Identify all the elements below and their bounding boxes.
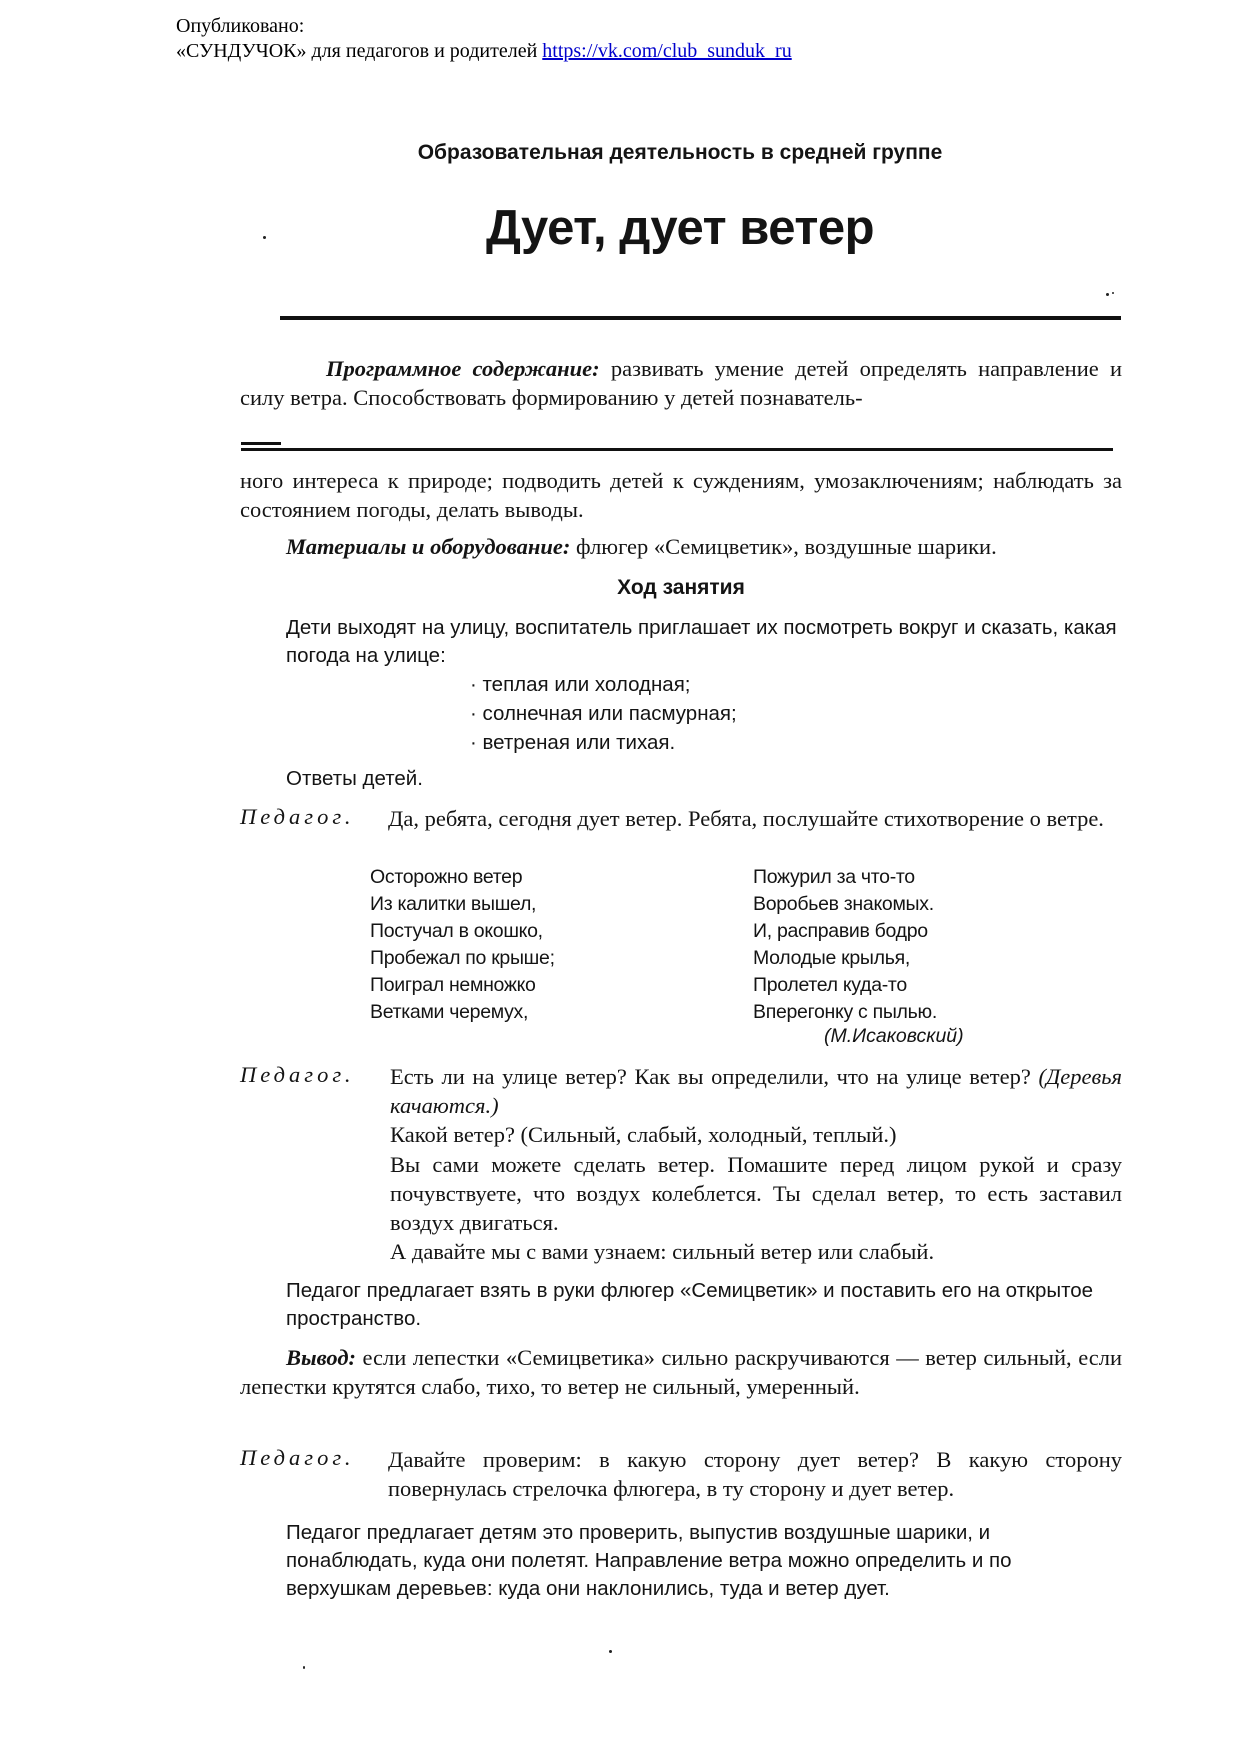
- program-paragraph-continued: ного интереса к природе; подводить детей к суждениям, умозаключениям; наблюдать за состоянием погоды, делать выводы.: [240, 468, 1122, 522]
- teacher-offer-paragraph: Педагог предлагает взять в руки флюгер «Семицветик» и поставить его на открытое пространство.: [286, 1279, 1094, 1330]
- teacher-line: Какой ветер? (Сильный, слабый, холодный, теплый.): [390, 1122, 897, 1147]
- poem-column-left: [370, 864, 555, 1026]
- poem-line: Пожурил за что-то: [753, 866, 915, 888]
- document-subtitle: Образовательная деятельность в средней группе: [417, 141, 943, 164]
- scan-speck: [1106, 293, 1109, 296]
- poem-line: Ветками черемух,: [370, 1001, 529, 1023]
- teacher-line: Вы сами можете сделать ветер. Помашите перед лицом рукой и сразу почувствуете, что воздух колеблется. Ты сделал ветер, то есть заставил воздух двигаться.: [390, 1152, 1122, 1235]
- teacher-line: [390, 1062, 1122, 1120]
- list-item: · солнечная или пасмурная;: [470, 702, 737, 725]
- teacher-remark: (Деревья качаются.): [390, 1064, 1122, 1118]
- publication-label: Опубликовано:: [176, 15, 305, 37]
- poem-line: Постучал в окошко,: [370, 920, 543, 942]
- conclusion-text: если лепестки «Семицветика» сильно раскручиваются — ветер сильный, если лепестки крутятся слабо, тихо, то ветер не сильный, умеренный.: [240, 1345, 1122, 1399]
- scan-speck: [263, 236, 266, 239]
- poem-line: Из калитки вышел,: [370, 893, 537, 915]
- speaker-label: Педагог.: [240, 1445, 355, 1470]
- poem-line: Поиграл немножко: [370, 974, 536, 996]
- poem-line: Вперегонку с пылью.: [753, 1001, 937, 1023]
- children-answers: Ответы детей.: [286, 767, 423, 790]
- course-heading: Ход занятия: [617, 576, 745, 599]
- teacher-line: Давайте проверим: в какую сторону дует ветер? В какую сторону повернулась стрелочка флюгера, в ту сторону и дует ветер.: [388, 1447, 1122, 1501]
- teacher-line: А давайте мы с вами узнаем: сильный ветер или слабый.: [390, 1239, 935, 1264]
- materials-label: Материалы и оборудование:: [286, 534, 571, 559]
- program-text: развивать умение детей определять направление и силу ветра. Способствовать формированию у детей познаватель-: [240, 356, 1122, 410]
- teacher-offer-paragraph: Педагог предлагает детям это проверить, выпустив воздушные шарики, и понаблюдать, куда они полетят. Направление ветра можно определить и по верхушкам деревьев: куда они наклонились, туда и ветер дует.: [286, 1521, 1012, 1600]
- materials-text: флюгер «Семицветик», воздушные шарики.: [570, 534, 997, 559]
- course-intro: Дети выходят на улицу, воспитатель приглашает их посмотреть вокруг и сказать, какая погода на улице:: [286, 616, 1117, 667]
- scan-speck: [1112, 292, 1114, 294]
- title-divider: [280, 316, 1121, 320]
- poem-column-right: [753, 864, 937, 1026]
- poem-author: (М.Исаковский): [824, 1025, 964, 1047]
- teacher-line: Да, ребята, сегодня дует ветер. Ребята, послушайте стихотворение о ветре.: [388, 806, 1104, 831]
- materials-paragraph: [240, 532, 1122, 561]
- poem-line: Воробьев знакомых.: [753, 893, 934, 915]
- poem-line: Молодые крылья,: [753, 947, 910, 969]
- scan-speck: [303, 1666, 305, 1669]
- teacher-question: Есть ли на улице ветер? Как вы определили, что на улице ветер?: [390, 1064, 1039, 1089]
- poem-line: Пролетел куда-то: [753, 974, 907, 996]
- poem-line: И, расправив бодро: [753, 920, 928, 942]
- publication-source: [176, 39, 792, 64]
- program-label: Программное содержание:: [326, 356, 600, 381]
- list-item: · теплая или холодная;: [470, 673, 691, 696]
- publication-note: [176, 14, 792, 64]
- conclusion-paragraph: [240, 1343, 1122, 1401]
- poem-line: Осторожно ветер: [370, 866, 523, 888]
- poem-line: Пробежал по крыше;: [370, 947, 555, 969]
- speaker-label: Педагог.: [240, 804, 355, 829]
- weather-bullet-list: [470, 671, 737, 758]
- publication-link[interactable]: https://vk.com/club_sunduk_ru: [542, 40, 792, 62]
- program-paragraph: [240, 354, 1122, 412]
- publication-source-text: «СУНДУЧОК» для педагогов и родителей: [176, 40, 543, 62]
- scan-speck: [609, 1650, 612, 1653]
- page-break-divider: [241, 448, 1113, 451]
- speaker-label: Педагог.: [240, 1062, 355, 1087]
- list-item: · ветреная или тихая.: [470, 731, 676, 754]
- conclusion-label: Вывод:: [286, 1345, 356, 1370]
- document-title: Дует, дует ветер: [485, 201, 875, 255]
